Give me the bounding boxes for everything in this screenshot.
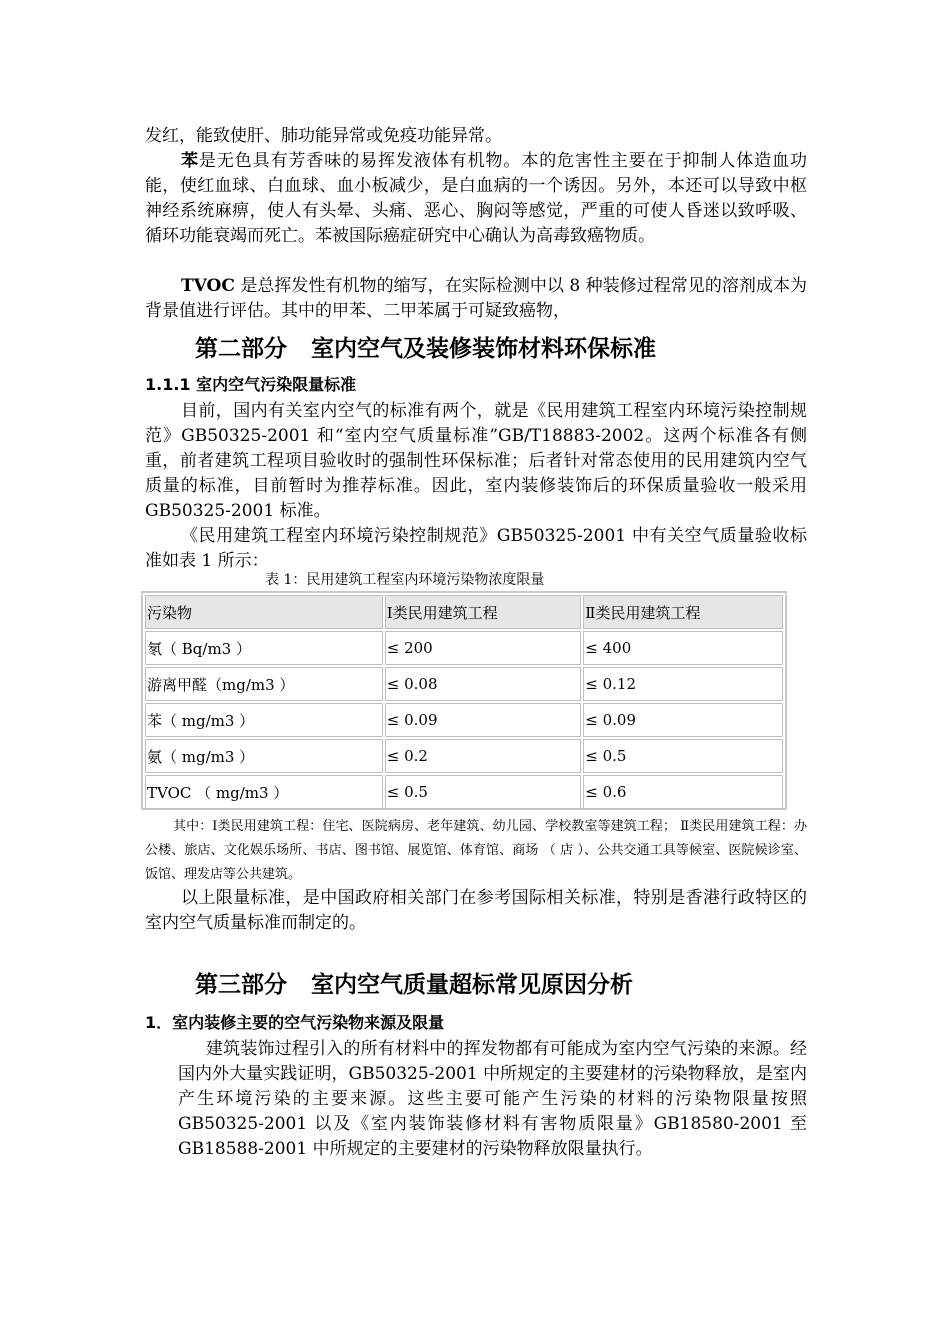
- table-row: [145, 775, 783, 809]
- table-cell: ≤ 0.09: [385, 703, 582, 737]
- table-cell: ≤ 200: [385, 631, 582, 665]
- benzene-paragraph: [145, 149, 807, 249]
- part2-paragraph-1: 目前，国内有关室内空气的标准有两个，就是《民用建筑工程室内环境污染控制规范》GB50325-2001 和“室内空气质量标准”GB/T18883-2002。这两个标准各有侧重，前者建筑工程项目验收时的强制性环保标准；后者针对常态使用的民用建筑内空气质量的标准，目前暂时为推荐标准。因此，室内装修装饰后的环保质量验收一般采用 GB50325-2001 标准。: [145, 401, 807, 521]
- table-cell: 氨（ mg/m3 ）: [145, 739, 383, 773]
- part3-title: 第三部分 室内空气质量超标常见原因分析: [195, 972, 634, 998]
- table-cell: 氡（ Bq/m3 ）: [145, 631, 383, 665]
- pollutant-table: [141, 591, 787, 810]
- table-cell: ≤ 0.08: [385, 667, 582, 701]
- table-cell: TVOC （ mg/m3 ）: [145, 775, 383, 809]
- part3-section-heading: 1．室内装修主要的空气污染物来源及限量: [145, 1013, 445, 1032]
- intro-line: 发红，能致使肝、肺功能异常或免疫功能异常。: [145, 126, 502, 146]
- part2-paragraph-3: 以上限量标准，是中国政府相关部门在参考国际相关标准，特别是香港行政特区的室内空气质量标准而制定的。: [145, 888, 807, 933]
- benzene-term: 苯: [181, 151, 199, 171]
- table-header-cell: 污染物: [145, 595, 383, 629]
- part3-paragraph-1: 建筑装饰过程引入的所有材料中的挥发物都有可能成为室内空气污染的来源。经国内外大量实践证明，GB50325-2001 中所规定的主要建材的污染物释放，是室内产生环境污染的主要来源。这些主要可能产生污染的材料的污染物限量按照 GB50325-2001 以及《室内装饰装修材料有害物质限量》GB18580-2001 至 GB18588-2001 中所规定的主要建材的污染物释放限量执行。: [178, 1039, 807, 1159]
- table-row: [145, 667, 783, 701]
- table-cell: ≤ 0.09: [583, 703, 783, 737]
- table-cell: ≤ 0.6: [583, 775, 783, 809]
- part2-section-heading: 1.1.1 室内空气污染限量标准: [145, 375, 357, 394]
- table-cell: ≤ 0.5: [583, 739, 783, 773]
- tvoc-paragraph: [145, 274, 807, 324]
- table-cell: 苯（ mg/m3 ）: [145, 703, 383, 737]
- table-cell: ≤ 0.2: [385, 739, 582, 773]
- table-note: 其中：Ⅰ类民用建筑工程：住宅、医院病房、老年建筑、幼儿园、学校教室等建筑工程； Ⅱ类民用建筑工程：办公楼、旅店、文化娱乐场所、书店、图书馆、展览馆、体育馆、商场 （ 店 ）、公共交通工具等候室、医院候诊室、饭馆、理发店等公共建筑。: [145, 819, 807, 882]
- part2-paragraph-2: 《民用建筑工程室内环境污染控制规范》GB50325-2001 中有关空气质量验收标准如表 1 所示：: [145, 526, 807, 571]
- benzene-text: 是无色具有芳香味的易挥发液体有机物。本的危害性主要在于抑制人体造血功能，使红血球、白血球、血小板减少，是白血病的一个诱因。另外，本还可以导致中枢神经系统麻痹，使人有头晕、头痛、恶心、胸闷等感觉，严重的可使人昏迷以致呼吸、循环功能衰竭而死亡。苯被国际癌症研究中心确认为高毒致癌物质。: [145, 151, 808, 246]
- table-cell: ≤ 0.12: [583, 667, 783, 701]
- table-cell: 游离甲醛（mg/m3 ）: [145, 667, 383, 701]
- part2-title: 第二部分 室内空气及装修装饰材料环保标准: [195, 336, 657, 362]
- tvoc-term: TVOC: [181, 276, 235, 296]
- table-caption: 表 1：民用建筑工程室内环境污染物浓度限量: [265, 572, 545, 588]
- table-cell: ≤ 0.5: [385, 775, 582, 809]
- table-cell: ≤ 400: [583, 631, 783, 665]
- table-row: [145, 631, 783, 665]
- table-row: [145, 703, 783, 737]
- table-row: [145, 739, 783, 773]
- table-header-row: [145, 595, 783, 629]
- table-header-cell: Ⅱ类民用建筑工程: [583, 595, 783, 629]
- tvoc-text: 是总挥发性有机物的缩写，在实际检测中以 8 种装修过程常见的溶剂成本为背景值进行评估。其中的甲苯、二甲苯属于可疑致癌物，: [145, 276, 807, 321]
- table-header-cell: Ⅰ类民用建筑工程: [385, 595, 582, 629]
